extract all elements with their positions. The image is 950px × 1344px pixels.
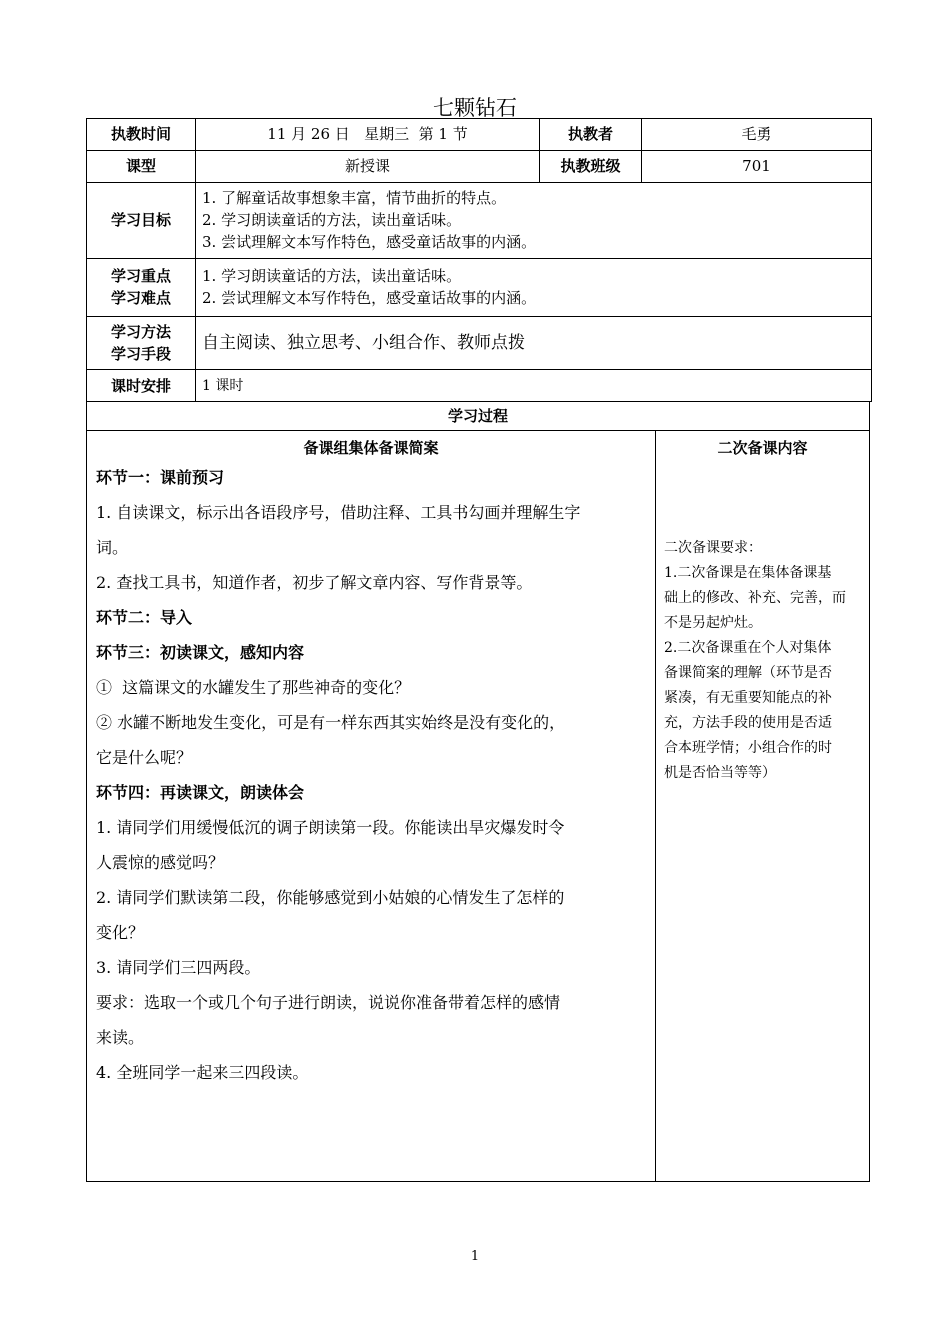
note-line: 紧凑，有无重要知能点的补 xyxy=(664,690,832,706)
key-points-label xyxy=(87,258,196,316)
note-line: 二次备课要求： xyxy=(664,540,762,556)
method-label-2: 学习手段 xyxy=(110,344,171,363)
method-label-1: 学习方法 xyxy=(110,322,171,341)
method-label xyxy=(87,316,196,370)
step-1-text: 词。 xyxy=(96,538,129,557)
note-line: 不是另起炉灶。 xyxy=(664,615,762,631)
goals-label: 学习目标 xyxy=(87,182,196,258)
goal-item: 1. 了解童话故事想象丰富，情节曲折的特点。 xyxy=(202,189,507,208)
time-value: 11 月 26 日 星期三 第 1 节 xyxy=(196,119,540,151)
time-label: 执教时间 xyxy=(87,119,196,151)
goal-item: 3. 尝试理解文本写作特色，感受童话故事的内涵。 xyxy=(202,233,537,252)
step-4-text: 2. 请同学们默读第二段，你能够感觉到小姑娘的心情发生了怎样的 xyxy=(96,888,565,907)
step-4-text: 4. 全班同学一起来三四段读。 xyxy=(96,1063,309,1082)
page-number: 1 xyxy=(470,1249,480,1264)
hours-value: 1 课时 xyxy=(196,370,872,402)
note-line: 机是否恰当等等） xyxy=(664,765,776,781)
step-4-text: 1. 请同学们用缓慢低沉的调子朗读第一段。你能读出旱灾爆发时令 xyxy=(96,818,565,837)
note-line: 备课简案的理解（环节是否 xyxy=(664,665,832,681)
type-label: 课型 xyxy=(87,150,196,182)
collective-plan-column xyxy=(86,431,656,1182)
step-3-text: 它是什么呢？ xyxy=(96,748,193,767)
second-plan-column xyxy=(655,431,870,1182)
type-value: 新授课 xyxy=(196,150,540,182)
step-2-heading: 环节二：导入 xyxy=(96,608,193,627)
step-4-text: 要求：选取一个或几个句子进行朗读，说说你准备带着怎样的感情 xyxy=(96,993,561,1012)
step-4-text: 来读。 xyxy=(96,1028,145,1047)
step-1-text: 1. 自读课文，标示出各语段序号，借助注释、工具书勾画并理解生字 xyxy=(96,503,581,522)
process-heading: 学习过程 xyxy=(86,401,870,431)
goal-item: 2. 学习朗读童话的方法，读出童话味。 xyxy=(202,211,462,230)
second-plan-heading: 二次备课内容 xyxy=(717,439,808,457)
teacher-value: 毛勇 xyxy=(642,119,872,151)
note-line: 合本班学情；小组合作的时 xyxy=(664,740,832,756)
step-4-text: 3. 请同学们三四两段。 xyxy=(96,958,261,977)
class-label: 执教班级 xyxy=(540,150,642,182)
key-item: 2. 尝试理解文本写作特色，感受童话故事的内涵。 xyxy=(202,289,537,308)
key-label-1: 学习重点 xyxy=(110,267,171,286)
note-line: 础上的修改、补充、完善，而 xyxy=(664,590,846,606)
key-item: 1. 学习朗读童话的方法，读出童话味。 xyxy=(202,267,462,286)
step-4-text: 人震惊的感觉吗？ xyxy=(96,853,225,872)
step-3-text: ② 水罐不断地发生变化，可是有一样东西其实始终是没有变化的， xyxy=(96,713,566,732)
goals-list xyxy=(196,182,872,258)
hours-label: 课时安排 xyxy=(87,370,196,402)
key-points-list xyxy=(196,258,872,316)
second-plan-notes xyxy=(656,458,869,786)
class-value: 701 xyxy=(642,150,872,182)
step-4-text: 变化？ xyxy=(96,923,145,942)
teacher-label: 执教者 xyxy=(540,119,642,151)
note-line: 1.二次备课是在集体备课基 xyxy=(664,565,832,581)
step-3-heading: 环节三：初读课文，感知内容 xyxy=(96,643,305,662)
document-title: 七颗钻石 xyxy=(433,96,517,120)
collective-plan-heading: 备课组集体备课简案 xyxy=(303,439,439,457)
step-4-heading: 环节四：再读课文，朗读体会 xyxy=(96,783,305,802)
step-1-heading: 环节一：课前预习 xyxy=(96,468,225,487)
method-value: 自主阅读、独立思考、小组合作、教师点拨 xyxy=(196,316,872,370)
step-3-text: ① 这篇课文的水罐发生了那些神奇的变化？ xyxy=(96,678,411,697)
note-line: 充，方法手段的使用是否适 xyxy=(664,715,832,731)
step-1-text: 2. 查找工具书，知道作者，初步了解文章内容、写作背景等。 xyxy=(96,573,533,592)
note-line: 2.二次备课重在个人对集体 xyxy=(664,640,832,656)
lesson-info-table xyxy=(86,118,871,402)
key-label-2: 学习难点 xyxy=(110,289,171,308)
